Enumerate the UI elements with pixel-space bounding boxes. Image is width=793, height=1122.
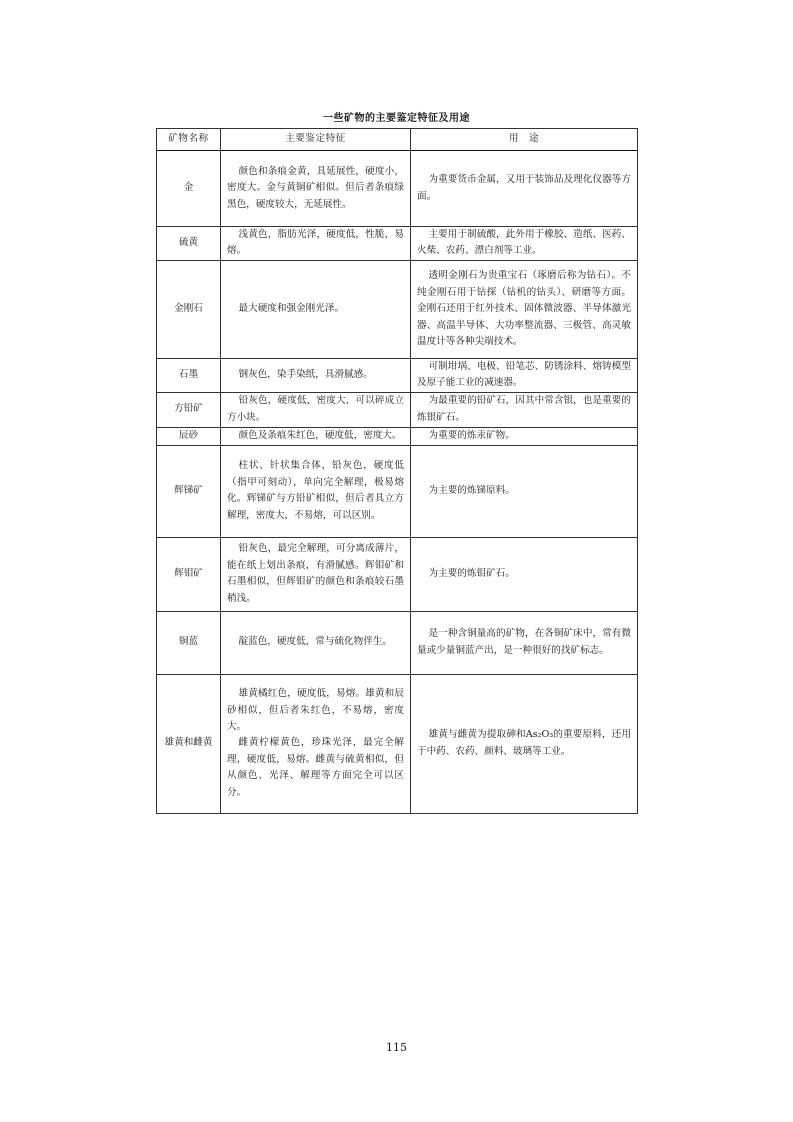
features-paragraph: 浅黄色，脂肪光泽，硬度低，性脆，易熔。 <box>227 229 404 257</box>
mineral-uses <box>411 151 638 227</box>
table-header-row <box>157 129 638 151</box>
features-paragraph: 最大硬度和强金刚光泽。 <box>238 303 345 315</box>
features-paragraph: 铅灰色，硬度低，密度大，可以碎成立方小块。 <box>227 395 404 423</box>
features-paragraph: 靛蓝色，硬度低，常与硫化物伴生。 <box>238 636 393 648</box>
uses-paragraph: 是一种含铜量高的矿物，在各铜矿床中，常有微量或少量铜蓝产出，是一种很好的找矿标志。 <box>417 628 631 656</box>
mineral-uses <box>411 611 638 674</box>
mineral-uses <box>411 392 638 427</box>
page-number: 115 <box>386 1041 407 1054</box>
table-body <box>157 151 638 814</box>
table-row <box>157 358 638 392</box>
table-row <box>157 674 638 813</box>
header-mineral-name: 矿物名称 <box>157 129 221 151</box>
mineral-name: 辰砂 <box>157 427 221 445</box>
table-row <box>157 227 638 261</box>
table-row <box>157 260 638 358</box>
mineral-name: 方铅矿 <box>157 392 221 427</box>
uses-paragraph: 为主要的炼锑原料。 <box>428 484 515 496</box>
table-row <box>157 445 638 537</box>
mineral-name: 辉锑矿 <box>157 445 221 537</box>
mineral-name: 铜蓝 <box>157 611 221 674</box>
mineral-features <box>221 392 411 427</box>
uses-paragraph: 为重要货币金属，又用于装饰品及理化仪器等方面。 <box>417 174 631 202</box>
uses-paragraph: 为重要的炼汞矿物。 <box>428 429 515 441</box>
features-paragraph: 柱状、针状集合体，铅灰色，硬度低（指甲可刻动），单向完全解理，极易熔化。辉锑矿与方铅矿相似，但后者具立方解理，密度大，不易熔，可以区别。 <box>227 460 404 521</box>
table-row <box>157 151 638 227</box>
mineral-name: 硫黄 <box>157 227 221 261</box>
mineral-uses <box>411 445 638 537</box>
uses-paragraph: 为主要的炼钼矿石。 <box>428 567 515 579</box>
table-title: 一些矿物的主要鉴定特征及用途 <box>323 113 470 124</box>
mineral-features <box>221 445 411 537</box>
mineral-name: 石墨 <box>157 358 221 392</box>
features-paragraph: 颜色和条痕金黄，具延展性，硬度小，密度大。金与黄铜矿相似。但后者条痕绿黑色，硬度较大，无延展性。 <box>227 165 404 210</box>
uses-paragraph: 可制坩埚、电极、铅笔芯、防锈涂料、熔铸模型及原子能工业的减速器。 <box>417 360 631 389</box>
features-paragraph: 铅灰色，最完全解理，可分离成薄片，能在纸上划出条痕，有滑腻感。辉钼矿和石墨相似，但辉钼矿的颜色和条痕较石墨稍浅。 <box>227 543 404 604</box>
mineral-features <box>221 227 411 261</box>
table-row <box>157 427 638 445</box>
mineral-uses <box>411 674 638 813</box>
mineral-uses <box>411 227 638 261</box>
mineral-features <box>221 260 411 358</box>
uses-paragraph: 雄黄与雌黄为提取砷和As₂O₃的重要原料，还用于中药、农药、颜料、玻璃等工业。 <box>417 729 631 757</box>
mineral-name: 雄黄和雌黄 <box>157 674 221 813</box>
mineral-features <box>221 537 411 611</box>
features-paragraph: 雄黄橘红色，硬度低，易熔。雄黄和辰砂相似，但后者朱红色，不易熔，密度大。 <box>227 688 404 733</box>
table-row <box>157 392 638 427</box>
mineral-features <box>221 151 411 227</box>
table-row <box>157 537 638 611</box>
uses-paragraph: 主要用于制硫酸，此外用于橡胶、造纸、医药、火柴、农药、漂白剂等工业。 <box>417 229 631 257</box>
mineral-uses <box>411 537 638 611</box>
features-paragraph: 雌黄柠檬黄色，珍珠光泽，最完全解理，硬度低，易熔。雌黄与硫黄相似，但从颜色、光泽、解理等方面完全可以区分。 <box>227 737 404 798</box>
mineral-name: 辉钼矿 <box>157 537 221 611</box>
mineral-features <box>221 358 411 392</box>
features-paragraph: 钢灰色，染手染纸，具滑腻感。 <box>238 369 373 381</box>
mineral-uses <box>411 427 638 445</box>
header-features: 主要鉴定特征 <box>221 129 411 151</box>
uses-paragraph: 透明金刚石为贵重宝石（琢磨后称为钻石）。不纯金刚石用于钻探（钻机的钻头）、研磨等方面。金刚石还用于红外技术、固体微波器、半导体激光器、高温半导体、大功率整流器、三极管、高灵敏温度计等各种尖端技术。 <box>417 270 631 347</box>
features-paragraph: 颜色及条痕朱红色，硬度低，密度大。 <box>238 429 402 441</box>
header-uses: 用 途 <box>411 129 638 151</box>
mineral-name: 金 <box>157 151 221 227</box>
mineral-features <box>221 427 411 445</box>
mineral-uses <box>411 358 638 392</box>
mineral-uses <box>411 260 638 358</box>
uses-paragraph: 为最重要的铅矿石，因其中常含银，也是重要的炼银矿石。 <box>417 395 631 423</box>
table-row <box>157 611 638 674</box>
mineral-features <box>221 611 411 674</box>
mineral-name: 金刚石 <box>157 260 221 358</box>
mineral-features <box>221 674 411 813</box>
mineral-table <box>156 128 638 814</box>
